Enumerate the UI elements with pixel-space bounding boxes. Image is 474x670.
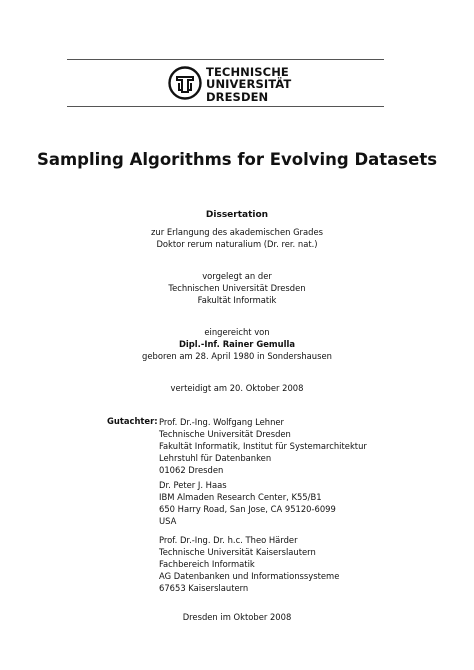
author-birth: geboren am 28. April 1980 in Sondershausen	[142, 351, 332, 361]
top-rule	[67, 59, 384, 60]
document-type: Dissertation	[205, 210, 269, 220]
submitted-to	[0, 270, 474, 306]
reviewer-3-line-3: Fachbereich Informatik	[159, 559, 255, 569]
logo-line-3: DRESDEN	[206, 89, 269, 104]
reviewer-3-line-1: Prof. Dr.-Ing. Dr. h.c. Theo Härder	[159, 535, 298, 545]
degree-purpose-line-2: Doktor rerum naturalium (Dr. rer. nat.)	[156, 239, 318, 249]
thesis-title: Sampling Algorithms for Evolving Datasets	[36, 150, 438, 169]
submitted-to-line-2: Technischen Universität Dresden	[168, 283, 306, 293]
reviewer-3-line-2: Technische Universität Kaiserslautern	[159, 547, 316, 557]
reviewer-1	[159, 416, 367, 476]
university-logo	[168, 66, 318, 106]
reviewers-label: Gutachter:	[107, 416, 158, 426]
reviewer-3	[159, 534, 339, 594]
reviewer-2	[159, 479, 336, 527]
degree-purpose-line-1: zur Erlangung des akademischen Grades	[151, 227, 323, 237]
submitted-to-line-1: vorgelegt an der	[202, 271, 272, 281]
reviewer-2-line-3: 650 Harry Road, San Jose, CA 95120-6099	[159, 504, 336, 514]
logo-wordmark	[206, 66, 291, 103]
reviewer-1-line-4: Lehrstuhl für Datenbanken	[159, 453, 272, 463]
reviewer-2-line-2: IBM Almaden Research Center, K55/B1	[159, 492, 322, 502]
reviewer-1-line-3: Fakultät Informatik, Institut für Systemarchitektur	[159, 441, 367, 451]
reviewer-1-line-5: 01062 Dresden	[159, 465, 224, 475]
reviewer-1-line-2: Technische Universität Dresden	[159, 429, 291, 439]
reviewer-2-line-4: USA	[159, 516, 177, 526]
author-name: Dipl.-Inf. Rainer Gemulla	[178, 339, 295, 349]
reviewer-3-line-4: AG Datenbanken und Informationssysteme	[159, 571, 340, 581]
submitted-to-line-3: Fakultät Informatik	[197, 295, 277, 305]
reviewer-3-line-5: 67653 Kaiserslautern	[159, 583, 249, 593]
submitted-by	[0, 326, 474, 362]
reviewer-2-line-1: Dr. Peter J. Haas	[159, 480, 227, 490]
bottom-rule	[67, 106, 384, 107]
degree-purpose	[0, 226, 474, 250]
logo-line-1: TECHNISCHE	[206, 65, 289, 79]
reviewer-1-line-1: Prof. Dr.-Ing. Wolfgang Lehner	[159, 417, 284, 427]
place-date-footer: Dresden im Oktober 2008	[182, 612, 292, 622]
logo-line-2: UNIVERSITÄT	[206, 77, 292, 92]
tu-dresden-emblem-icon	[168, 66, 202, 100]
submitted-by-intro: eingereicht von	[204, 327, 270, 337]
defense-date: verteidigt am 20. Oktober 2008	[170, 383, 304, 393]
